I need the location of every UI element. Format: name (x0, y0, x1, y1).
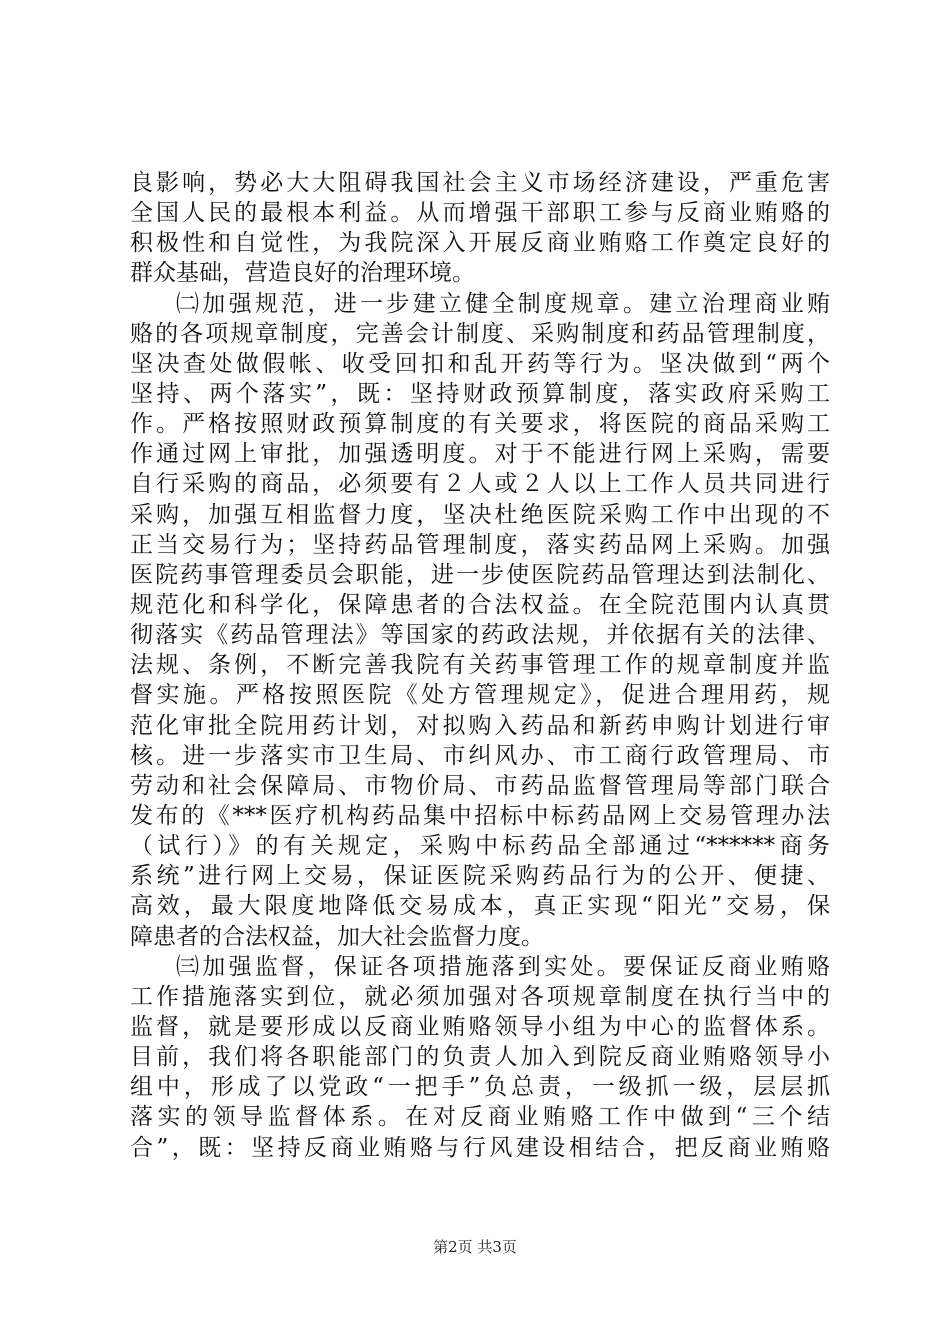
text-line: 法规、条例，不断完善我院有关药事管理工作的规章制度并监 (130, 652, 830, 679)
section-heading-line: ㈡加强规范，进一步建立健全制度规章。建立治理商业贿 (176, 290, 830, 317)
text-line: 正当交易行为；坚持药品管理制度，落实药品网上采购。加强 (130, 531, 830, 558)
text-line: 督实施。严格按照医院《处方管理规定》，促进合理用药，规 (130, 682, 830, 709)
text-line: 范化审批全院用药计划，对拟购入药品和新药申购计划进行审 (130, 712, 830, 739)
text-line: 系统”进行网上交易，保证医院采购药品行为的公开、便捷、 (130, 863, 830, 890)
text-line: 赂的各项规章制度，完善会计制度、采购制度和药品管理制度， (130, 320, 830, 347)
text-line: 劳动和社会保障局、市物价局、市药品监督管理局等部门联合 (130, 772, 830, 799)
text-line: 彻落实《药品管理法》等国家的药政法规，并依据有关的法律、 (130, 622, 830, 649)
page-number-footer: 第2页 共3页 (433, 1238, 517, 1256)
text-line: 发布的《***医疗机构药品集中招标中标药品网上交易管理办法 (130, 802, 830, 829)
text-line: 采购，加强互相监督力度，坚决杜绝医院采购工作中出现的不 (130, 501, 830, 528)
text-line: 积极性和自觉性，为我院深入开展反商业贿赂工作奠定良好的 (130, 230, 830, 257)
text-line: 组中，形成了以党政“一把手”负总责，一级抓一级，层层抓 (130, 1074, 830, 1101)
text-line: 作。严格按照财政预算制度的有关要求，将医院的商品采购工 (130, 411, 830, 438)
text-line: 全国人民的最根本利益。从而增强干部职工参与反商业贿赂的 (130, 200, 830, 227)
text-line: 群众基础，营造良好的治理环境。 (130, 260, 475, 287)
text-line: 障患者的合法权益，加大社会监督力度。 (130, 923, 544, 950)
text-line: 合”，既：坚持反商业贿赂与行风建设相结合，把反商业贿赂 (130, 1134, 830, 1161)
text-line: 工作措施落实到位，就必须加强对各项规章制度在执行当中的 (130, 983, 830, 1010)
text-line: 良影响，势必大大阻碍我国社会主义市场经济建设，严重危害 (130, 170, 830, 196)
text-line: 坚持、两个落实”，既：坚持财政预算制度，落实政府采购工 (130, 380, 830, 407)
text-line: 监督，就是要形成以反商业贿赂领导小组为中心的监督体系。 (130, 1013, 830, 1040)
text-line: （试行）》的有关规定，采购中标药品全部通过“******商务 (130, 833, 830, 860)
text-line: 目前，我们将各职能部门的负责人加入到院反商业贿赂领导小 (130, 1044, 830, 1071)
text-line: 规范化和科学化，保障患者的合法权益。在全院范围内认真贯 (130, 591, 830, 618)
document-body (130, 168, 830, 1163)
text-line: 核。进一步落实市卫生局、市纠风办、市工商行政管理局、市 (130, 742, 830, 769)
text-line: 坚决查处做假帐、收受回扣和乱开药等行为。坚决做到“两个 (130, 350, 830, 377)
section-heading-line: ㈢加强监督，保证各项措施落到实处。要保证反商业贿赂 (176, 953, 830, 980)
text-line: 高效，最大限度地降低交易成本，真正实现“阳光”交易，保 (130, 893, 830, 920)
text-line: 自行采购的商品，必须要有２人或２人以上工作人员共同进行 (130, 471, 830, 498)
text-line: 作通过网上审批，加强透明度。对于不能进行网上采购，需要 (130, 441, 830, 468)
text-line: 医院药事管理委员会职能，进一步使医院药品管理达到法制化、 (130, 561, 830, 588)
text-line: 落实的领导监督体系。在对反商业贿赂工作中做到“三个结 (130, 1104, 830, 1131)
